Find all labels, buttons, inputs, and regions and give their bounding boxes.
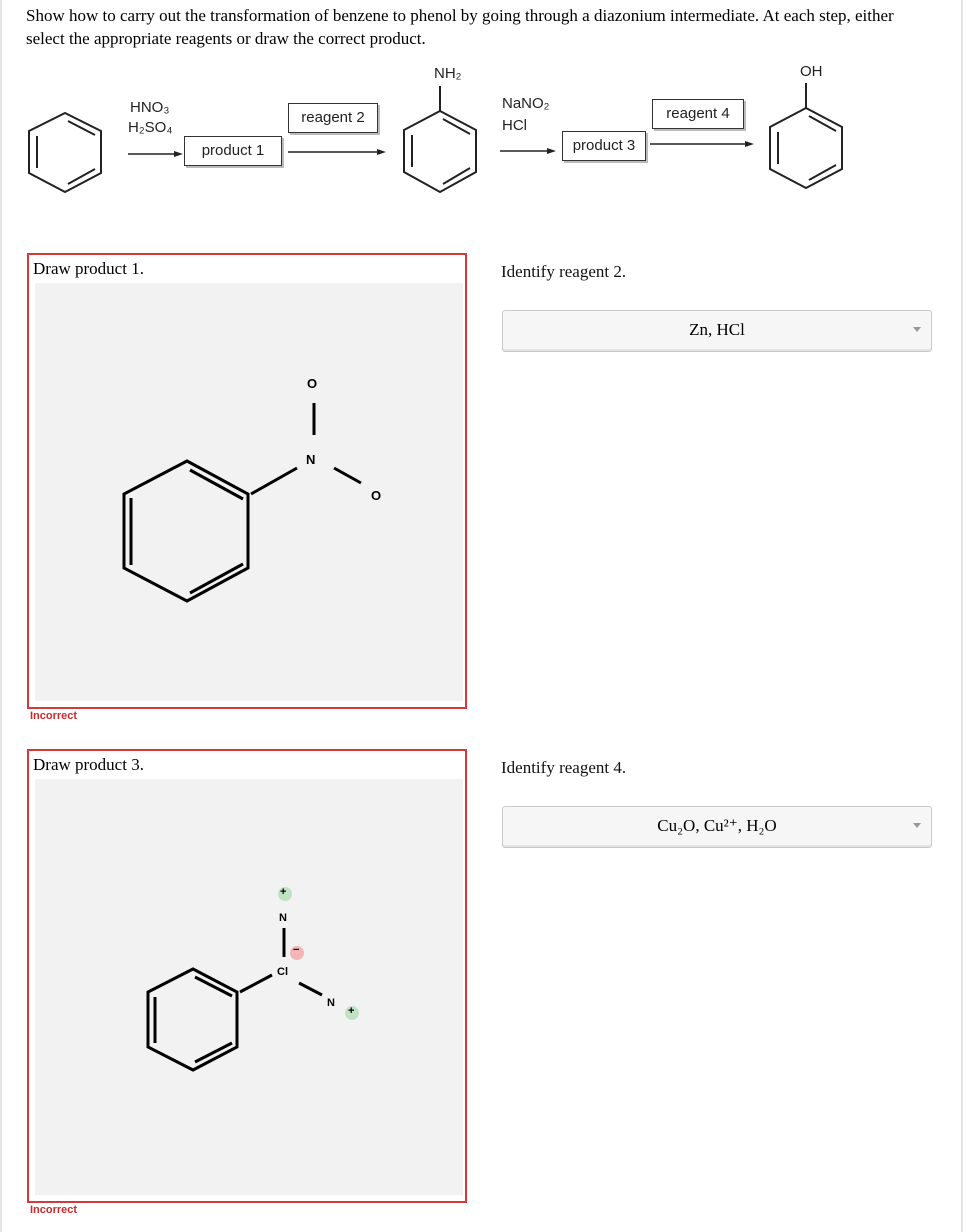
reagent4-slot[interactable]: reagent 4 [652,99,744,129]
charge-plus-right: + [348,1005,355,1017]
step1-reagent-h2so4: H₂SO₄ [128,119,173,136]
chevron-down-icon [913,327,921,332]
step1-reagent-hno3: HNO₃ [130,99,170,116]
atom-n-top: N [279,912,287,924]
phenol-oh-label: OH [800,63,823,80]
product3-status: Incorrect [30,1204,78,1216]
atom-o-top: O [307,376,318,391]
drawing-canvas-product1[interactable] [35,283,463,701]
reagent2-slot[interactable]: reagent 2 [288,103,378,133]
reaction-scheme [0,56,970,246]
atom-n: N [306,452,316,467]
question-text: Show how to carry out the transformation of benzene to phenol by going through a diazonium intermediate. At each step, either select the appropriate reagents or draw the correct product. [26,6,894,48]
draw-product1-label: Draw product 1. [33,259,144,278]
identify-reagent4-label: Identify reagent 4. [501,758,627,777]
identify-reagent2-label: Identify reagent 2. [501,262,627,281]
draw-product3-panel[interactable] [27,749,467,1203]
charge-plus-top: + [280,886,287,898]
atom-n-right: N [327,997,335,1009]
charge-minus: − [293,944,300,956]
chevron-down-icon [913,823,921,828]
step3-reagent-hcl: HCl [502,117,527,134]
benzene-structure [0,56,970,246]
draw-product3-label: Draw product 3. [33,755,144,774]
reagent2-dropdown[interactable] [502,310,932,352]
product3-slot[interactable]: product 3 [562,131,646,161]
drawing-canvas-product3[interactable] [35,779,463,1195]
diazonium-drawing [35,779,463,1195]
reagent4-dropdown[interactable] [502,806,932,848]
product1-status: Incorrect [30,710,78,722]
nitrobenzene-drawing [35,283,463,701]
aniline-nh2-label: NH₂ [434,65,462,82]
atom-cl: Cl [277,966,288,978]
reagent2-selected: Zn, HCl [689,320,745,339]
draw-product1-panel[interactable] [27,253,467,709]
product1-slot[interactable]: product 1 [184,136,282,166]
atom-o-right: O [371,488,382,503]
reagent4-selected: Cu₂O, Cu²⁺, H₂O [657,816,777,835]
step3-reagent-nano2: NaNO₂ [502,95,550,112]
